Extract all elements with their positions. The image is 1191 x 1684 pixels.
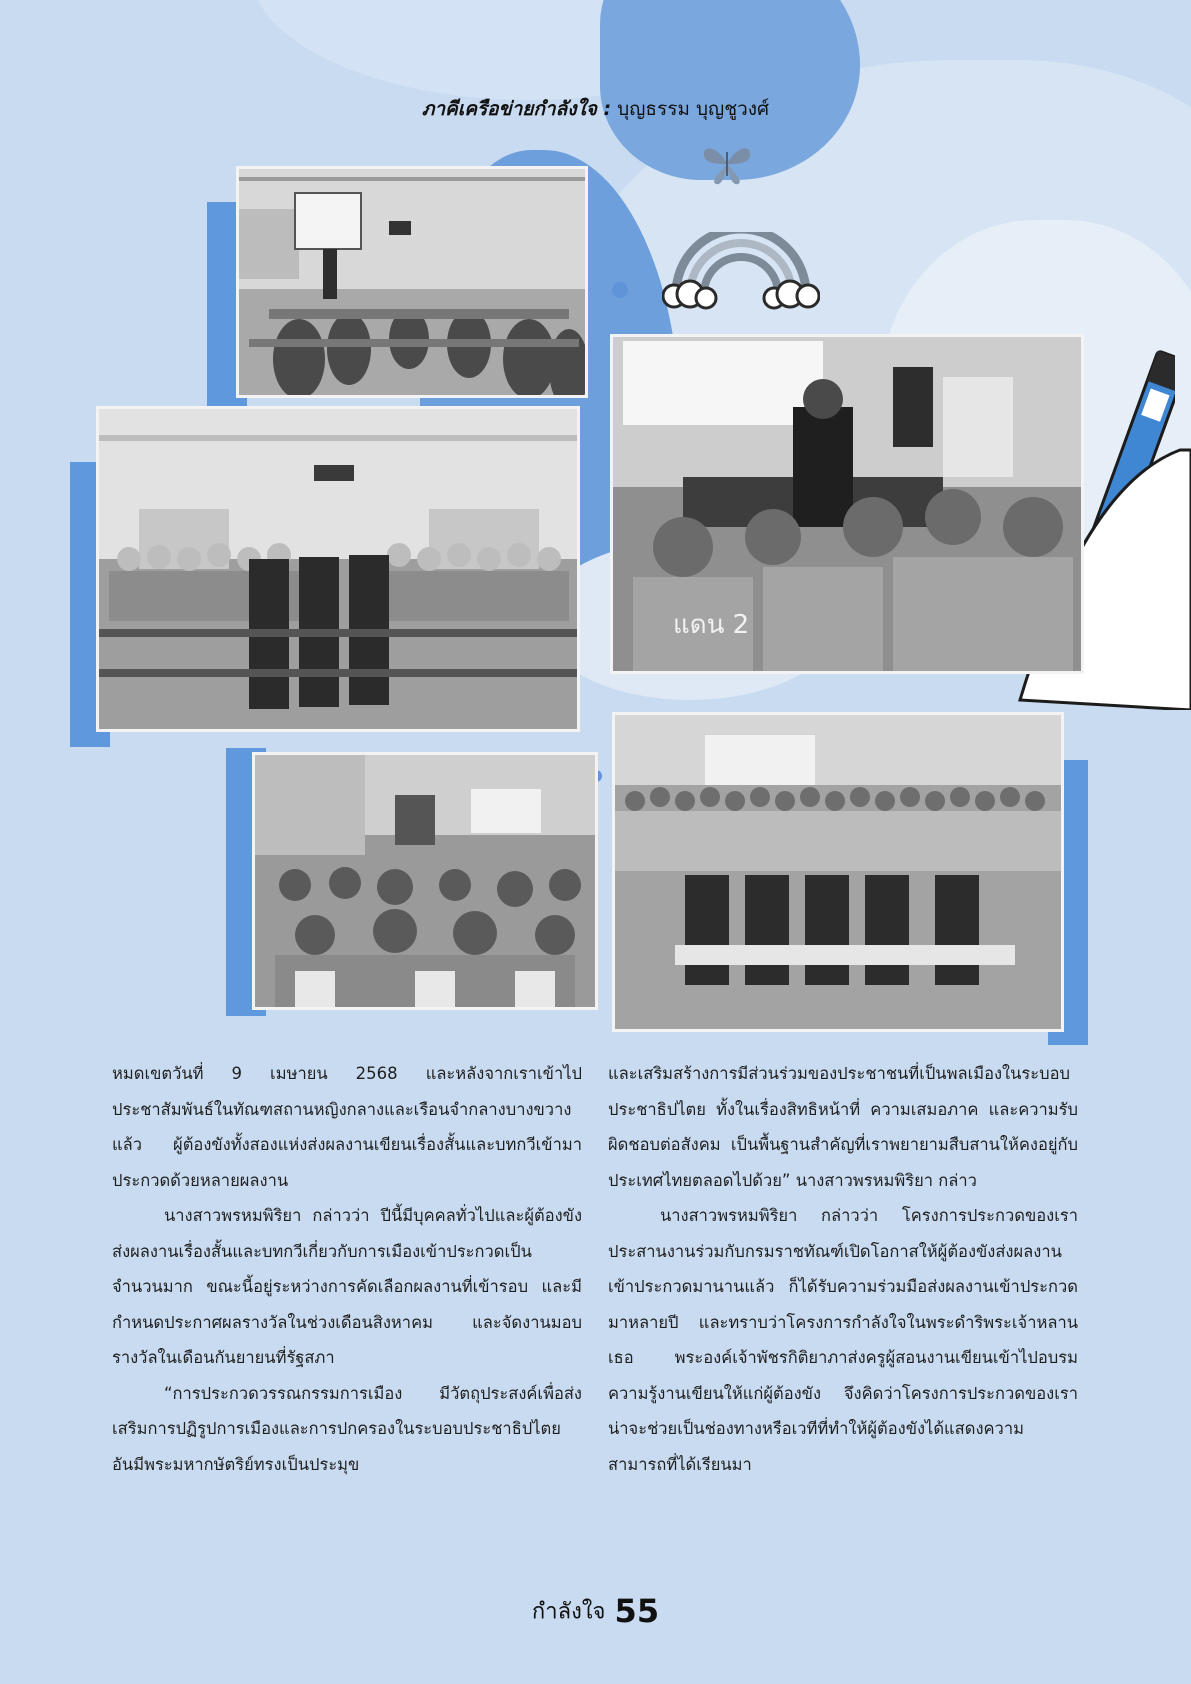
author-name: บุญธรรม บุญชูวงศ์ bbox=[617, 98, 770, 120]
photo-group-male bbox=[612, 712, 1064, 1032]
decor-dot bbox=[612, 282, 628, 298]
photo-hall-audience bbox=[252, 752, 598, 1010]
body-column-right bbox=[608, 1056, 1078, 1482]
body-column-left bbox=[112, 1056, 582, 1482]
photo-group-female bbox=[96, 406, 580, 732]
page-footer bbox=[0, 1592, 1191, 1630]
rainbow-icon bbox=[662, 232, 820, 312]
paragraph: หมดเขตวันที่ 9 เมษายน 2568 และหลังจากเราเข้าไปประชาสัมพันธ์ในทัณฑสถานหญิงกลางและเรือนจำกลางบางขวางแล้ว ผู้ต้องขังทั้งสองแห่งส่งผลงานเขียนเรื่องสั้นและบทกวีเข้ามาประกวดด้วยหลายผลงาน bbox=[112, 1064, 582, 1190]
photo-speaker bbox=[610, 334, 1084, 674]
paragraph: และเสริมสร้างการมีส่วนร่วมของประชาชนที่เป็นพลเมืองในระบอบประชาธิปไตย ทั้งในเรื่องสิทธิหน้าที่ ความเสมอภาค และความรับผิดชอบต่อสังคม เป็นพื้นฐานสำคัญที่เราพยายามสืบสานให้คงอยู่กับประเทศไทยตลอดไปด้วย” นางสาวพรหมพิริยา กล่าว bbox=[608, 1064, 1078, 1190]
paragraph: นางสาวพรหมพิริยา กล่าวว่า โครงการประกวดของเราประสานงานร่วมกับกรมราชทัณฑ์เปิดโอกาสให้ผู้ต้องขังส่งผลงานเข้าประกวดมานานแล้ว ก็ได้รับความร่วมมือส่งผลงานเข้าประกวดมาหลายปี และทราบว่าโครงการกำลังใจในพระดำริพระเจ้าหลานเธอ พระองค์เจ้าพัชรกิติยาภาส่งครูผู้สอนงานเขียนเข้าไปอบรมความรู้งานเขียนให้แก่ผู้ต้องขัง จึงคิดว่าโครงการประกวดของเราน่าจะช่วยเป็นช่องทางหรือเวทีที่ทำให้ผู้ต้องขังได้แสดงความสามารถที่ได้เรียนมา bbox=[608, 1206, 1078, 1474]
page-number: 55 bbox=[614, 1592, 660, 1630]
photo-classroom bbox=[236, 166, 588, 398]
butterfly-icon bbox=[700, 142, 754, 186]
paragraph: นางสาวพรหมพิริยา กล่าวว่า ปีนี้มีบุคคลทั่วไปและผู้ต้องขังส่งผลงานเรื่องสั้นและบทกวีเกี่ยวกับการเมืองเข้าประกวดเป็นจำนวนมาก ขณะนี้อยู่ระหว่างการคัดเลือกผลงานที่เข้ารอบ และมีกำหนดประกาศผลรางวัลในช่วงเดือนสิงหาคม และจัดงานมอบรางวัลในเดือนกันยายนที่รัฐสภา bbox=[112, 1206, 582, 1367]
paragraph: “การประกวดวรรณกรรมการเมือง มีวัตถุประสงค์เพื่อส่งเสริมการปฏิรูปการเมืองและการปกครองในระบอบประชาธิปไตยอันมีพระมหากษัตริย์ทรงเป็นประมุข bbox=[112, 1383, 582, 1474]
page-header bbox=[0, 94, 1191, 124]
magazine-name: กำลังใจ bbox=[531, 1599, 606, 1625]
section-title: ภาคีเครือข่ายกำลังใจ : bbox=[421, 98, 612, 120]
shirt-label: แดน 2 bbox=[673, 610, 750, 640]
